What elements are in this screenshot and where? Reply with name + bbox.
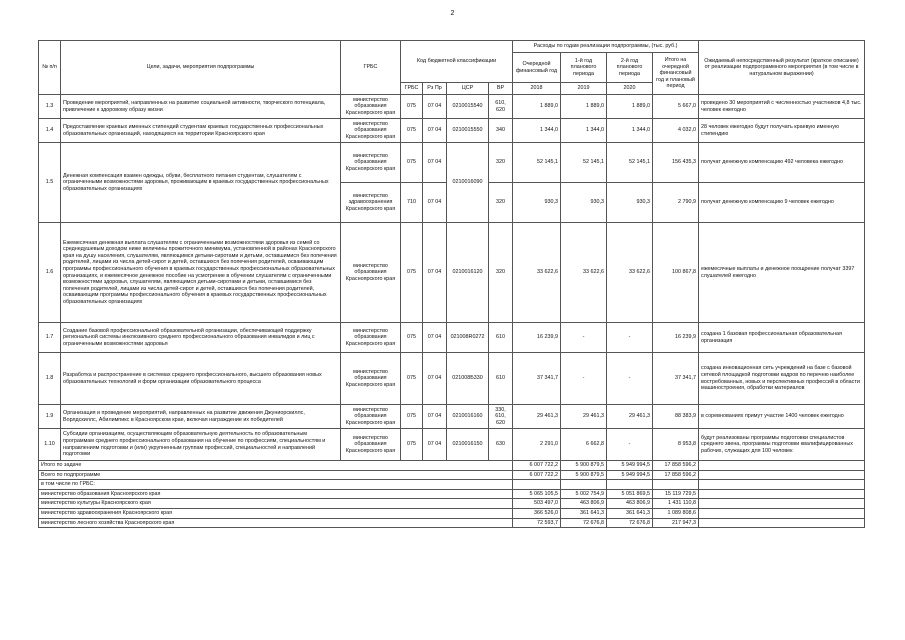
row-total: 5 667,0	[653, 95, 699, 119]
header-grbs: ГРБС	[341, 41, 401, 95]
row-number: 1.7	[39, 323, 61, 353]
table-row	[39, 223, 865, 323]
row-grbs-name: министерство здравоохранения Красноярского края	[341, 183, 401, 223]
table-row	[39, 95, 865, 119]
row-year3: 1 889,0	[607, 95, 653, 119]
row-grbs: 075	[401, 353, 423, 405]
row-number: 1.10	[39, 429, 61, 461]
row-year1: 2 291,0	[513, 429, 561, 461]
total-year3: 72 676,8	[607, 518, 653, 528]
row-total: 2 790,9	[653, 183, 699, 223]
total-year1: 503 497,0	[513, 499, 561, 509]
table-row	[39, 429, 865, 461]
row-year1: 33 622,6	[513, 223, 561, 323]
total-label: министерство образования Красноярского края	[39, 489, 513, 499]
table-header	[39, 41, 865, 95]
total-year2: 5 900 879,5	[561, 470, 607, 480]
row-result: ежемесячные выплаты и денежное поощрение получат 3397 слушателей ежегодно	[699, 223, 865, 323]
total-year2: 5 900 879,5	[561, 461, 607, 471]
row-rzpr: 07 04	[423, 143, 447, 183]
row-year2: 1 889,0	[561, 95, 607, 119]
header-sub-grbs: ГРБС	[401, 83, 423, 95]
row-result: проведено 30 мероприятий с численностью участников 4,8 тыс. человек ежегодно	[699, 95, 865, 119]
row-rzpr: 07 04	[423, 95, 447, 119]
total-year2	[561, 480, 607, 490]
row-grbs: 075	[401, 405, 423, 429]
header-total: Итого на очередной финансовый год и плановый период	[653, 53, 699, 95]
row-year3: 33 622,6	[607, 223, 653, 323]
total-year2: 361 641,3	[561, 508, 607, 518]
total-sum: 17 858 596,2	[653, 461, 699, 471]
table-row	[39, 323, 865, 353]
row-year2: 930,3	[561, 183, 607, 223]
row-csr: 0210016150	[447, 429, 489, 461]
row-year3: 1 344,0	[607, 119, 653, 143]
row-csr: 0210015540	[447, 95, 489, 119]
row-grbs-name: министерство образования Красноярского края	[341, 95, 401, 119]
row-rzpr: 07 04	[423, 353, 447, 405]
row-grbs-name: министерство образования Красноярского края	[341, 223, 401, 323]
row-rzpr: 07 04	[423, 183, 447, 223]
total-year3: 5 949 994,5	[607, 470, 653, 480]
row-vr: 630	[489, 429, 513, 461]
row-description: Ежемесячная денежная выплата слушателям с ограниченными возможностями здоровья из семей со среднедушевым доходом ниже величины прожиточного минимума, установленной в районах Красноярского края на душу населения, слушателям, являющимся детьми-сиротами и детьми, оставшимися без попечения родителей, лицами из числа детей-сирот и детей, оставшихся без попечения родителей, осваивающим программы профессионального обучения в краевых государственных профессиональных образовательных организациях, и ежемесячное денежное пособие на усмотрение в обучении слушателям с ограниченными возможностями здоровья, слушателям, являющимся детьми-сиротами и детьми, оставшимися без попечения родителей, лицами из числа детей-сирот и детей, оставшихся без попечения родителей, осваивающим программы профессионального обучения в краевых государственных профессиональных образовательных организациях	[61, 223, 341, 323]
row-result: создана 1 базовая профессиональная образовательная организация	[699, 323, 865, 353]
row-csr: 021008Б330	[447, 353, 489, 405]
subprogram-table	[38, 40, 865, 528]
total-sum	[653, 480, 699, 490]
total-row	[39, 470, 865, 480]
row-grbs: 075	[401, 119, 423, 143]
table-row	[39, 143, 865, 183]
header-year1-value: 2018	[513, 83, 561, 95]
row-description: Денежная компенсация взамен одежды, обуви, бесплатного питания студентам, слушателям с ограниченными возможностями здоровья, проживающим в краевых государственных профессиональных образовательных организациях	[61, 143, 341, 223]
header-result: Ожидаемый непосредственный результат (краткое описание) от реализации подпрограммного мероприятия (в том числе в натуральном выражении)	[699, 41, 865, 95]
row-vr: 610	[489, 353, 513, 405]
row-year2: 33 622,6	[561, 223, 607, 323]
row-year1: 930,3	[513, 183, 561, 223]
row-number: 1.6	[39, 223, 61, 323]
row-year2: -	[561, 353, 607, 405]
row-year1: 37 341,7	[513, 353, 561, 405]
total-result	[699, 461, 865, 471]
total-row	[39, 480, 865, 490]
row-total: 156 435,3	[653, 143, 699, 183]
row-grbs-name: министерство образования Красноярского края	[341, 143, 401, 183]
row-grbs: 075	[401, 95, 423, 119]
total-sum: 17 858 596,2	[653, 470, 699, 480]
table-row	[39, 119, 865, 143]
row-result: 28 человек ежегодно будут получать краевую именную стипендию	[699, 119, 865, 143]
row-description: Предоставление краевых именных стипендий студентам краевых государственных профессиональных образовательных организаций, находящихся на территории Красноярского края	[61, 119, 341, 143]
row-year1: 1 344,0	[513, 119, 561, 143]
row-total: 100 867,8	[653, 223, 699, 323]
total-result	[699, 518, 865, 528]
header-sub-csr: ЦСР	[447, 83, 489, 95]
row-description: Проведение мероприятий, направленных на развитие социальной активности, творческого потенциала, привлечение к здоровому образу жизни	[61, 95, 341, 119]
row-result: создана инновационная сеть учреждений на базе с базовой сетевой площадкой подготовки кадров по перечню наиболее востребованных, новых и перспективных профессий в области машиностроения, обработки материалов	[699, 353, 865, 405]
row-rzpr: 07 04	[423, 323, 447, 353]
row-csr: 0210015550	[447, 119, 489, 143]
total-year2: 463 806,9	[561, 499, 607, 509]
total-row	[39, 461, 865, 471]
header-kbk: Код бюджетной классификации	[401, 41, 513, 83]
total-year3	[607, 480, 653, 490]
total-year1: 6 007 722,2	[513, 461, 561, 471]
total-year1: 366 526,0	[513, 508, 561, 518]
total-result	[699, 489, 865, 499]
row-year3: -	[607, 323, 653, 353]
row-total: 88 383,9	[653, 405, 699, 429]
row-year1: 29 461,3	[513, 405, 561, 429]
header-goals: Цели, задачи, мероприятия подпрограммы	[61, 41, 341, 95]
header-sub-vr: ВР	[489, 83, 513, 95]
row-csr: 021008R0272	[447, 323, 489, 353]
row-csr: 0210016090	[447, 143, 489, 223]
row-result: в соревнованиях примут участие 1400 человек ежегодно	[699, 405, 865, 429]
total-sum: 217 947,3	[653, 518, 699, 528]
total-label: министерство культуры Красноярского края	[39, 499, 513, 509]
total-label: в том числе по ГРБС:	[39, 480, 513, 490]
row-year1: 52 145,1	[513, 143, 561, 183]
header-year3: 2-й год планового периода	[607, 53, 653, 83]
row-vr: 320	[489, 183, 513, 223]
row-vr: 330, 610, 620	[489, 405, 513, 429]
total-row	[39, 499, 865, 509]
total-year1: 72 593,7	[513, 518, 561, 528]
row-result: получат денежную компенсацию 9 человек ежегодно	[699, 183, 865, 223]
header-expenses: Расходы по годам реализации подпрограммы, (тыс. руб.)	[513, 41, 699, 53]
row-number: 1.8	[39, 353, 61, 405]
row-rzpr: 07 04	[423, 429, 447, 461]
page-number: 2	[450, 10, 455, 17]
row-grbs-name: министерство образования Красноярского края	[341, 429, 401, 461]
row-grbs-name: министерство образования Красноярского края	[341, 119, 401, 143]
total-row	[39, 518, 865, 528]
row-grbs-name: министерство образования Красноярского края	[341, 405, 401, 429]
row-year2: 6 662,8	[561, 429, 607, 461]
row-year2: 52 145,1	[561, 143, 607, 183]
row-vr: 320	[489, 223, 513, 323]
header-num: № п/п	[39, 41, 61, 95]
header-year2: 1-й год планового периода	[561, 53, 607, 83]
row-result: будут реализованы программы подготовки специалистов среднего звена, программы подготовки квалифицированных рабочих, служащих для 100 человек	[699, 429, 865, 461]
total-year1: 5 065 105,5	[513, 489, 561, 499]
row-year3: -	[607, 353, 653, 405]
total-row	[39, 508, 865, 518]
row-year3: 52 145,1	[607, 143, 653, 183]
row-vr: 320	[489, 143, 513, 183]
row-rzpr: 07 04	[423, 223, 447, 323]
total-label: Итого по задаче	[39, 461, 513, 471]
row-grbs: 075	[401, 323, 423, 353]
row-year3: 29 461,3	[607, 405, 653, 429]
row-number: 1.3	[39, 95, 61, 119]
header-year3-value: 2020	[607, 83, 653, 95]
total-sum: 1 089 808,6	[653, 508, 699, 518]
row-year1: 16 239,9	[513, 323, 561, 353]
header-year1: Очередной финансовый год	[513, 53, 561, 83]
row-year2: 1 344,0	[561, 119, 607, 143]
total-year1	[513, 480, 561, 490]
table-row	[39, 405, 865, 429]
row-total: 8 953,8	[653, 429, 699, 461]
row-rzpr: 07 04	[423, 405, 447, 429]
row-number: 1.5	[39, 143, 61, 223]
total-year3: 463 806,9	[607, 499, 653, 509]
row-csr: 0210016120	[447, 223, 489, 323]
row-grbs: 075	[401, 223, 423, 323]
row-total: 16 239,9	[653, 323, 699, 353]
row-description: Организация и проведение мероприятий, направленных на развитие движения Джуниорскиллс, Ворлдскиллс, Абилимпикс в Красноярском крае, включая награждение их победителей	[61, 405, 341, 429]
row-description: Создание базовой профессиональной образовательной организации, обеспечивающей поддержку региональной системы инклюзивного среднего профессионального образования инвалидов и лиц с ограниченными возможностями здоровья	[61, 323, 341, 353]
row-year3: 930,3	[607, 183, 653, 223]
row-number: 1.9	[39, 405, 61, 429]
row-grbs: 710	[401, 183, 423, 223]
row-number: 1.4	[39, 119, 61, 143]
row-total: 37 341,7	[653, 353, 699, 405]
total-label: министерство лесного хозяйства Красноярского края	[39, 518, 513, 528]
total-year3: 361 641,3	[607, 508, 653, 518]
row-total: 4 032,0	[653, 119, 699, 143]
total-year2: 5 002 754,9	[561, 489, 607, 499]
row-year2: 29 461,3	[561, 405, 607, 429]
row-description: Субсидии организациям, осуществляющим образовательную деятельность по образовательным программам среднего профессионального образования на обучение по профессиям, специальностям и направлениям подготовки и (или) укрупненным группам профессий, специальностей и направлений подготовки	[61, 429, 341, 461]
total-year3: 5 949 994,5	[607, 461, 653, 471]
total-year1: 6 007 722,2	[513, 470, 561, 480]
row-year3: -	[607, 429, 653, 461]
total-result	[699, 470, 865, 480]
total-year3: 5 051 869,5	[607, 489, 653, 499]
row-vr: 610, 620	[489, 95, 513, 119]
total-year2: 72 676,8	[561, 518, 607, 528]
total-row	[39, 489, 865, 499]
total-result	[699, 508, 865, 518]
header-year2-value: 2019	[561, 83, 607, 95]
row-grbs-name: министерство образования Красноярского края	[341, 353, 401, 405]
row-vr: 610	[489, 323, 513, 353]
row-rzpr: 07 04	[423, 119, 447, 143]
row-description: Разработка и распространение в системах среднего профессионального, высшего образования новых образовательных технологий и форм организации образовательного процесса	[61, 353, 341, 405]
table-row	[39, 353, 865, 405]
total-result	[699, 499, 865, 509]
row-year2: -	[561, 323, 607, 353]
row-vr: 340	[489, 119, 513, 143]
total-result	[699, 480, 865, 490]
total-sum: 15 119 729,5	[653, 489, 699, 499]
row-grbs: 075	[401, 143, 423, 183]
total-label: Всего по подпрограмме	[39, 470, 513, 480]
total-label: министерство здравоохранения Красноярского края	[39, 508, 513, 518]
row-grbs-name: министерство образования Красноярского края	[341, 323, 401, 353]
total-sum: 1 431 110,8	[653, 499, 699, 509]
header-sub-rzpr: Рз Пр	[423, 83, 447, 95]
row-csr: 0210016160	[447, 405, 489, 429]
row-result: получат денежную компенсацию 492 человека ежегодно	[699, 143, 865, 183]
row-year1: 1 889,0	[513, 95, 561, 119]
row-grbs: 075	[401, 429, 423, 461]
